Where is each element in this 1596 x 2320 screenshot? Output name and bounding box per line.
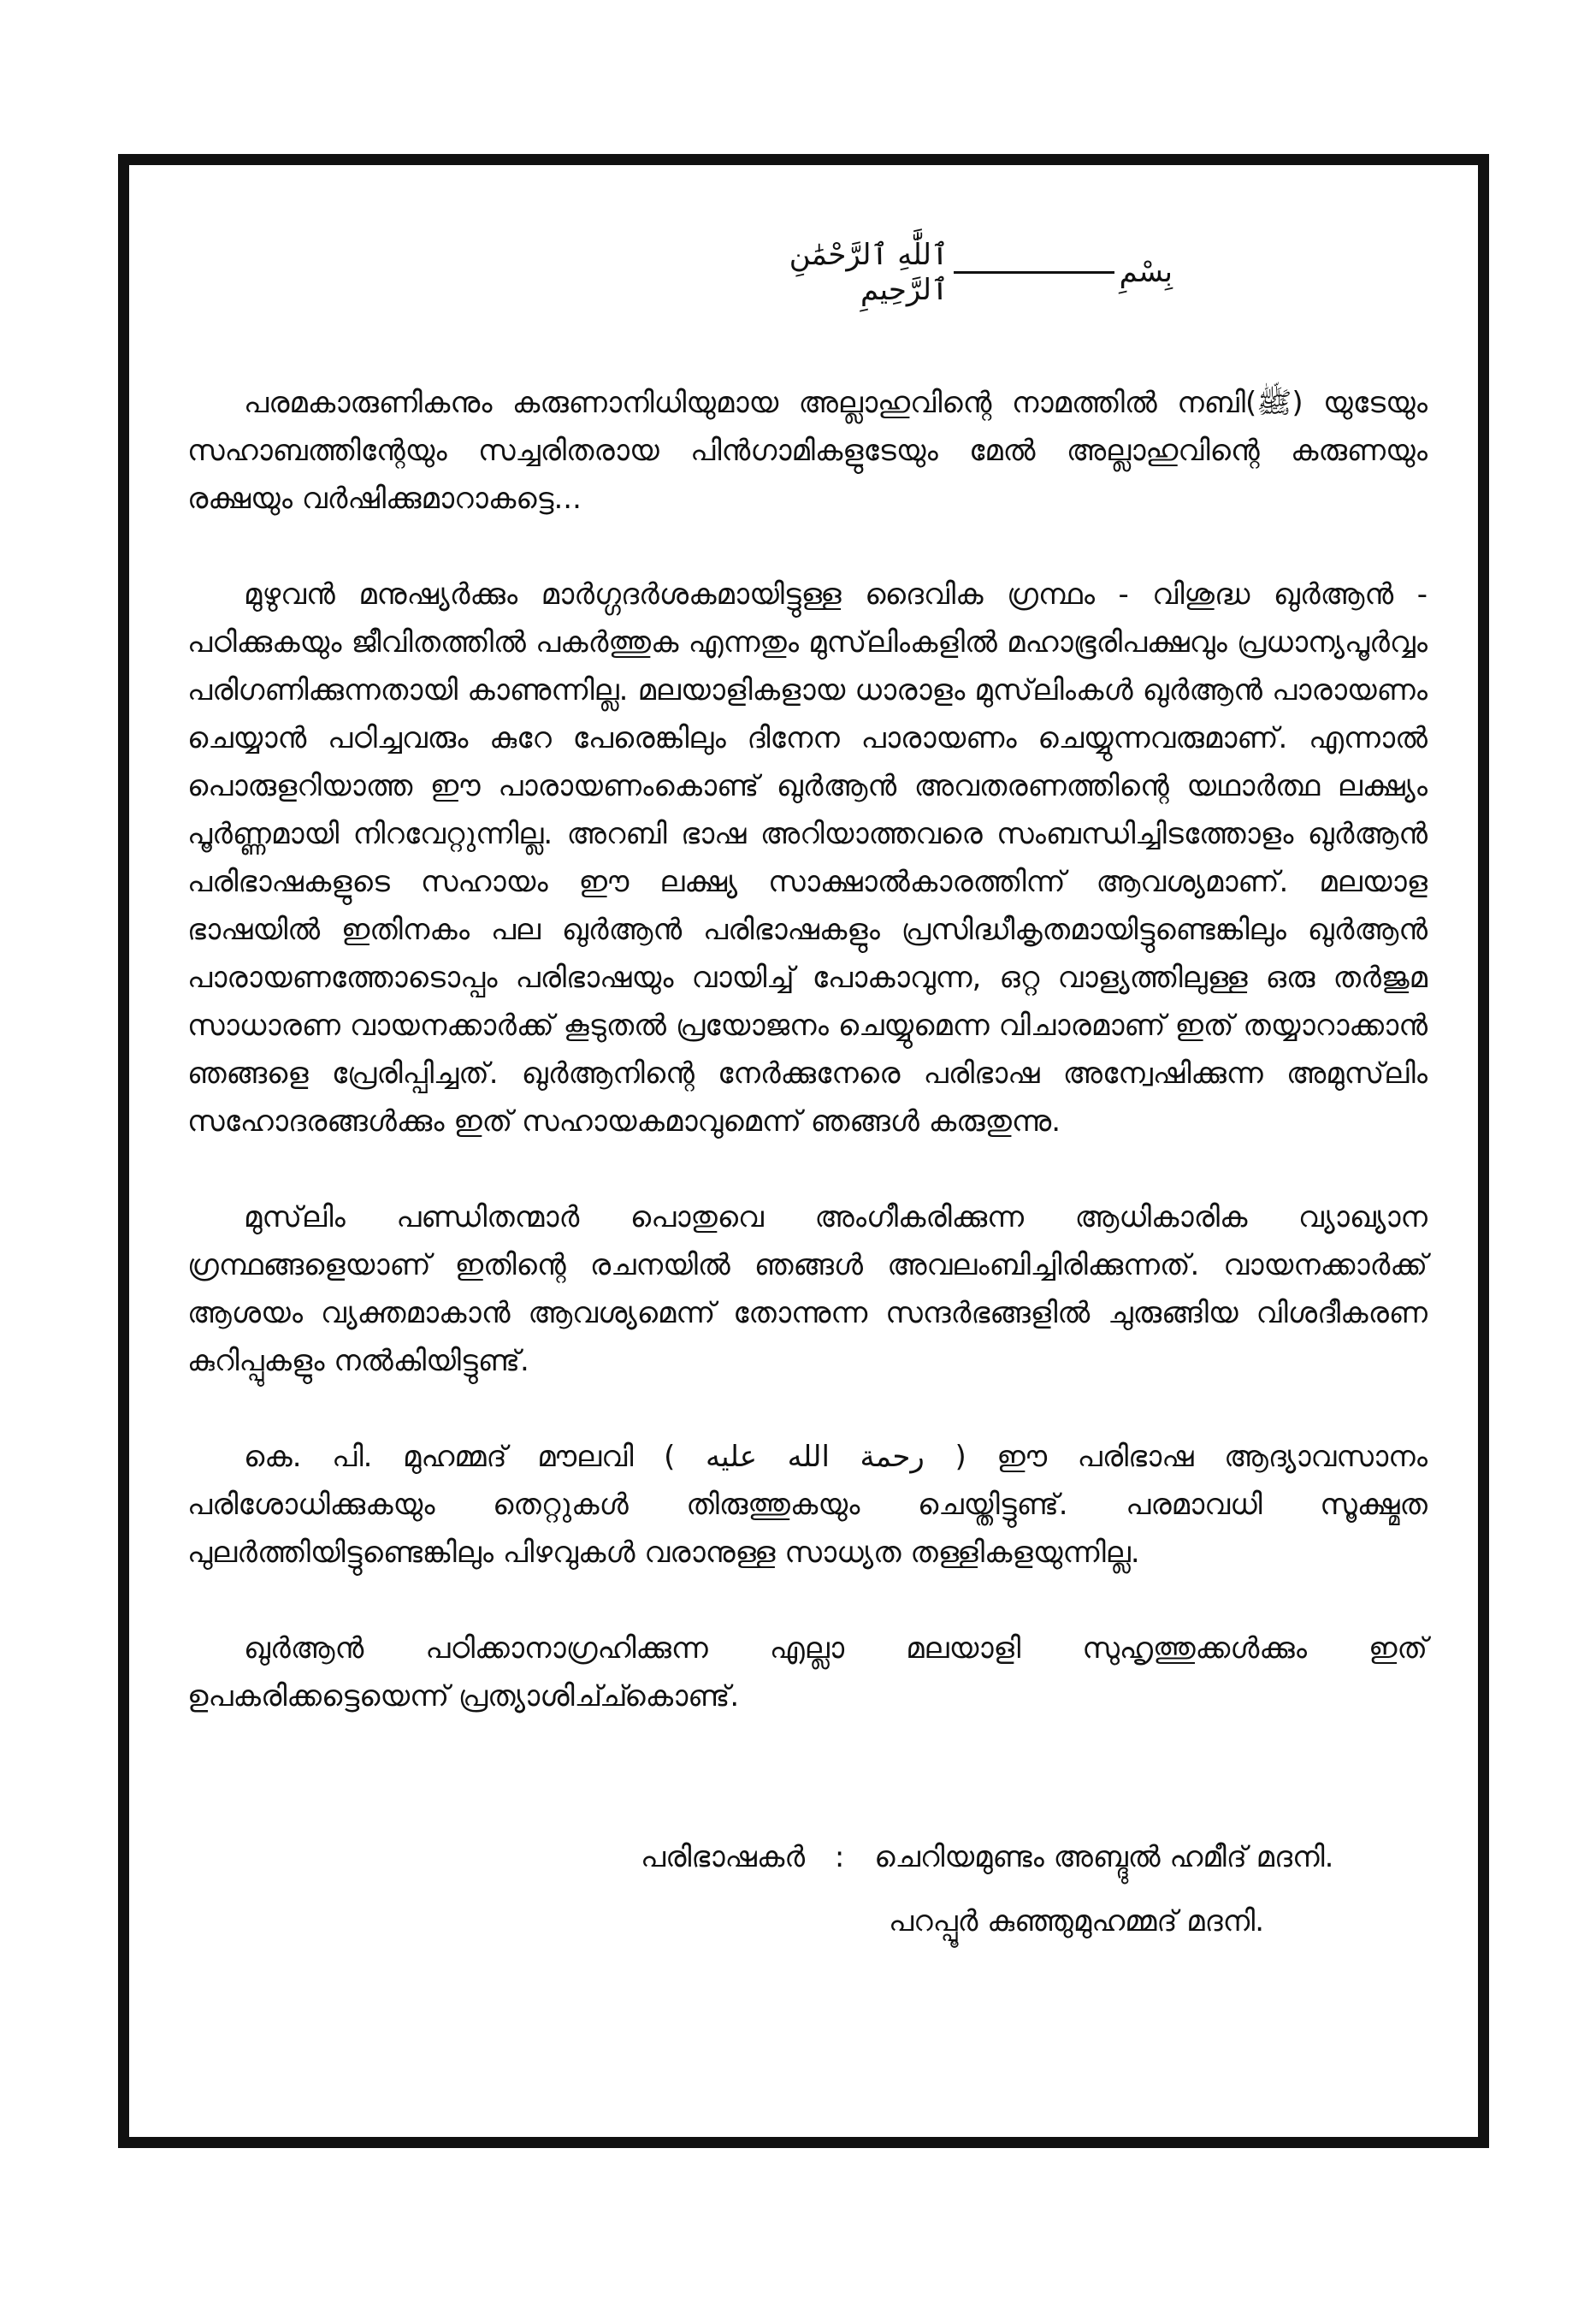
paragraph-closing: ഖുര്‍ആന്‍ പഠിക്കാനാഗ്രഹിക്കുന്ന എല്ലാ മലയാളി സുഹൃത്തുക്കള്‍ക്കും ഇത് ഉപകരിക്കട്ടെയെന്ന് പ്രത്യാശിച്ച്കൊണ്ട്. — [187, 1631, 1428, 1713]
bismillah-word: بِسْمِ — [1119, 255, 1173, 289]
paragraph-invocation: പരമകാരുണികനും കരുണാനിധിയുമായ അല്ലാഹുവിന്റെ നാമത്തില്‍ നബി(ﷺ) യുടേയും സഹാബത്തിന്റേയും സച്ചരിതരായ പിന്‍ഗാമികളുടേയും മേല്‍ അല്ലാഹുവിന്റെ കരുണയും രക്ഷയും വര്‍ഷിക്കുമാറാകട്ടെ... — [187, 386, 1428, 516]
paragraph-purpose: മുഴുവന്‍ മനുഷ്യര്‍ക്കും മാര്‍ഗ്ഗദര്‍ശകമായിട്ടുള്ള ദൈവിക ഗ്രന്ഥം - വിശുദ്ധ ഖുര്‍ആന്‍ - പഠിക്കുകയും ജീവിതത്തില്‍ പകര്‍ത്തുക എന്നതും മുസ്‌ലിംകളില്‍ മഹാഭൂരിപക്ഷവും പ്രധാന്യപൂര്‍വ്വം പരിഗണിക്കുന്നതായി കാണുന്നില്ല. മലയാളികളായ ധാരാളം മുസ്‌ലിംകള്‍ ഖുര്‍ആന്‍ പാരായണം ചെയ്യാന്‍ പഠിച്ചവരും കുറേ പേരെങ്കിലും ദിനേന പാരായണം ചെയ്യുന്നവരുമാണ്. എന്നാല്‍ പൊരുളറിയാത്ത ഈ പാരായണംകൊണ്ട് ഖുര്‍ആന്‍ അവതരണത്തിന്റെ യഥാര്‍ത്ഥ ലക്ഷ്യം പൂര്‍ണ്ണമായി നിറവേറ്റുന്നില്ല. അറബി ഭാഷ അറിയാത്തവരെ സംബന്ധിച്ചിടത്തോളം ഖുര്‍ആന്‍ പരിഭാഷകളുടെ സഹായം ഈ ലക്ഷ്യ സാക്ഷാല്‍കാരത്തിന്ന് ആവശ്യമാണ്. മലയാള ഭാഷയില്‍ ഇതിനകം പല ഖുര്‍ആന്‍ പരിഭാഷകളും പ്രസിദ്ധീകൃതമായിട്ടുണ്ടെങ്കിലും ഖുര്‍ആന്‍ പാരായണത്തോടൊപ്പം പരിഭാഷയും വായിച്ച് പോകാവുന്ന, ഒറ്റ വാള്യത്തിലുള്ള ഒരു തര്‍ജുമ സാധാരണ വായനക്കാര്‍ക്ക് കൂടുതല്‍ പ്രയോജനം ചെയ്യുമെന്ന വിചാരമാണ് ഇത് തയ്യാറാക്കാന്‍ ഞങ്ങളെ പ്രേരിപ്പിച്ചത്. ഖുര്‍ആനിന്റെ നേര്‍ക്കുനേരെ പരിഭാഷ അന്വേഷിക്കുന്ന അമുസ്‌ലിം സഹോദരങ്ങള്‍ക്കും ഇത് സഹായകമാവുമെന്ന് ഞങ്ങള്‍ കരുതുന്നു. — [187, 577, 1428, 1139]
calligraphy-stroke — [954, 271, 1114, 274]
translators-label: പരിഭാഷകര്‍ — [641, 1840, 806, 1874]
signature-line-2 — [889, 1897, 1264, 1945]
bismillah-phrase: ٱللَّٰهِ ٱلرَّحْمَٰنِ ٱلرَّحِيمِ — [789, 238, 949, 307]
bismillah-calligraphy — [719, 234, 1173, 311]
paragraph-sources: മുസ്‌ലിം പണ്ഡിതന്മാര്‍ പൊതുവെ അംഗീകരിക്കുന്ന ആധികാരിക വ്യാഖ്യാന ഗ്രന്ഥങ്ങളെയാണ് ഇതിന്റെ രചനയില്‍ ഞങ്ങള്‍ അവലംബിച്ചിരിക്കുന്നത്. വായനക്കാര്‍ക്ക് ആശയം വ്യക്തമാകാന്‍ ആവശ്യമെന്ന് തോന്നുന്ന സന്ദര്‍ഭങ്ങളില്‍ ചുരുങ്ങിയ വിശദീകരണ കുറിപ്പുകളും നല്‍കിയിട്ടുണ്ട്. — [187, 1200, 1428, 1378]
label-separator: : — [834, 1840, 845, 1874]
signature-line-1 — [641, 1833, 1333, 1881]
translator-name-1: ചെറിയമുണ്ടം അബ്ദുല്‍ ഹമീദ് മദനി. — [874, 1840, 1334, 1874]
page-border — [118, 154, 1489, 2148]
paragraph-review: കെ. പി. മുഹമ്മദ് മൗലവി ( رحمة الله عليه ) ഈ പരിഭാഷ ആദ്യാവസാനം പരിശോധിക്കുകയും തെറ്റുകള്‍ തിരുത്തുകയും ചെയ്തിട്ടുണ്ട്. പരമാവധി സൂക്ഷ്മത പുലര്‍ത്തിയിട്ടുണ്ടെങ്കിലും പിഴവുകള്‍ വരാനുള്ള സാധ്യത തള്ളികളയുന്നില്ല. — [187, 1440, 1428, 1570]
translator-name-2: പറപ്പൂര്‍ കുഞ്ഞുമുഹമ്മദ് മദനി. — [889, 1904, 1265, 1938]
preface-body — [187, 379, 1428, 1938]
